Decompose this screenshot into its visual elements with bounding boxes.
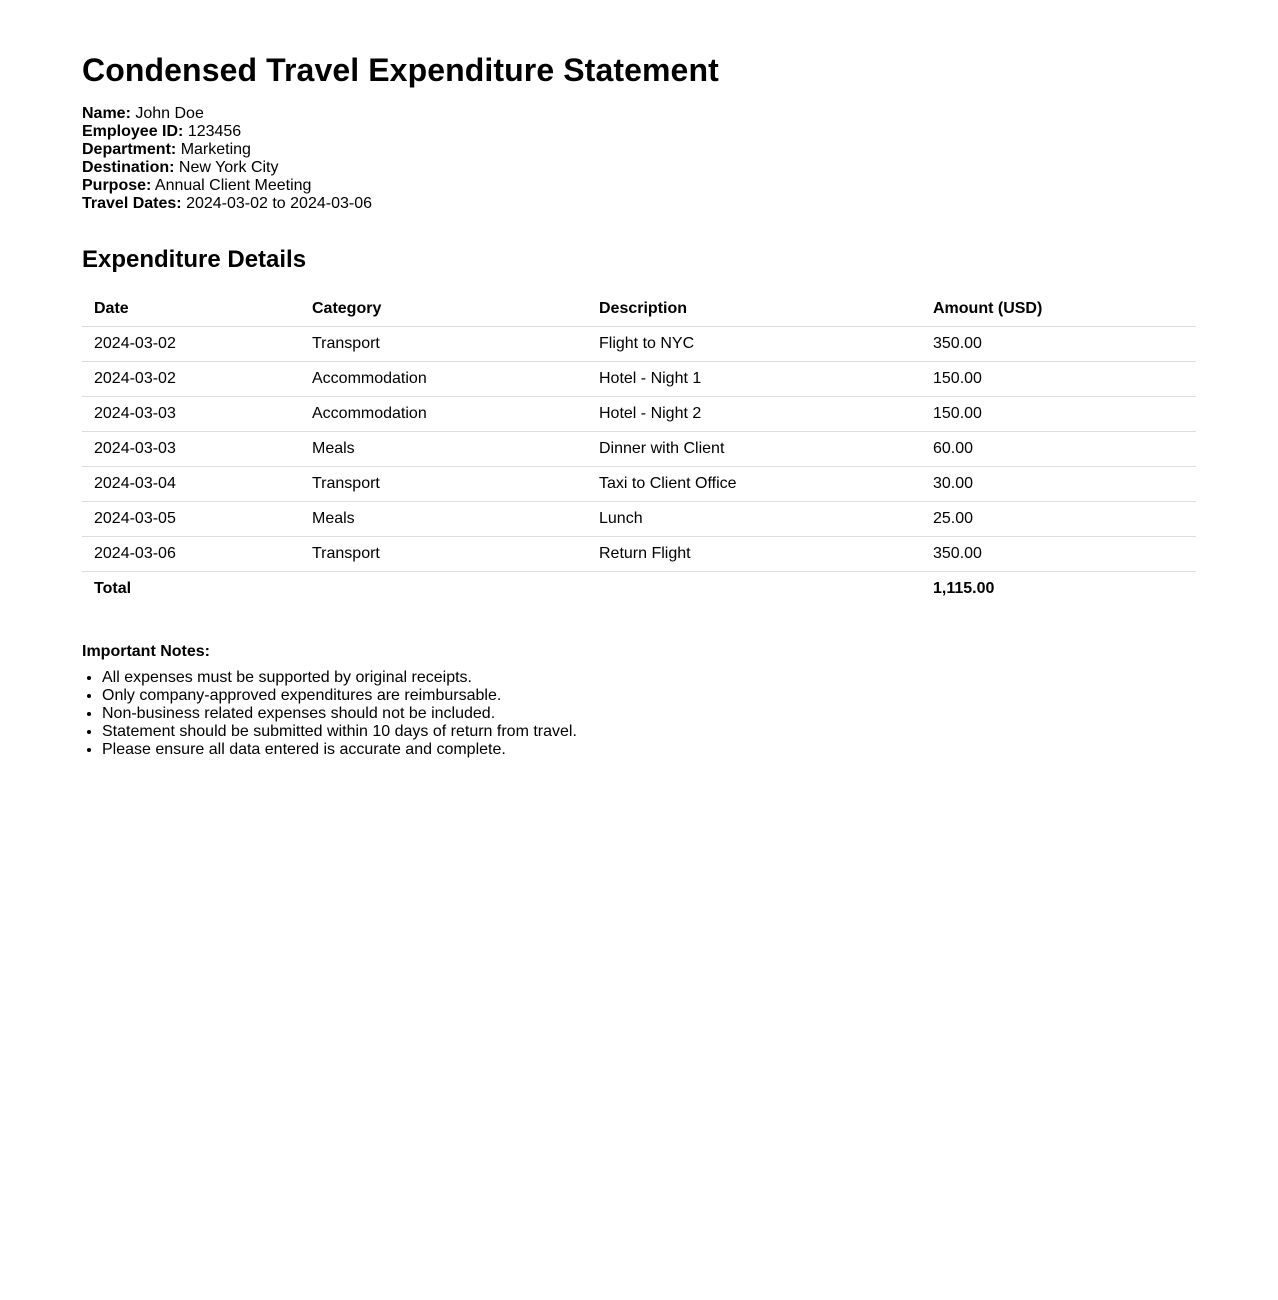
info-value: Annual Client Meeting — [154, 177, 312, 194]
cell-category: Transport — [300, 537, 587, 572]
cell-date: 2024-03-03 — [82, 432, 300, 467]
cell-date: 2024-03-04 — [82, 467, 300, 502]
table-row — [82, 502, 1196, 537]
cell-amount: 150.00 — [921, 397, 1196, 432]
info-label: Purpose: — [82, 177, 152, 194]
page-title: Condensed Travel Expenditure Statement — [82, 52, 719, 88]
info-value: 123456 — [187, 123, 242, 140]
cell-description: Return Flight — [587, 537, 921, 572]
info-label: Name: — [82, 105, 131, 122]
cell-date: 2024-03-05 — [82, 502, 300, 537]
notes-title: Important Notes: — [82, 643, 210, 660]
info-row-purpose — [82, 177, 1196, 195]
list-item: • Please ensure all data entered is accurate and complete. — [102, 741, 1196, 759]
table-row — [82, 327, 1196, 362]
cell-amount: 350.00 — [921, 327, 1196, 362]
cell-category: Accommodation — [300, 362, 587, 397]
cell-category: Transport — [300, 467, 587, 502]
info-row-department — [82, 141, 1196, 159]
column-header-category: Category — [300, 292, 587, 327]
info-label: Travel Dates: — [82, 195, 182, 212]
total-value: 1,115.00 — [933, 580, 995, 597]
table-row — [82, 397, 1196, 432]
list-item: • Non-business related expenses should not be included. — [102, 705, 1196, 723]
cell-date: 2024-03-02 — [82, 327, 300, 362]
cell-date: 2024-03-02 — [82, 362, 300, 397]
cell-category: Transport — [300, 327, 587, 362]
table-row — [82, 432, 1196, 467]
info-row-employee-id — [82, 123, 1196, 141]
cell-description: Hotel - Night 2 — [587, 397, 921, 432]
total-label: Total — [94, 580, 132, 597]
expenditure-table — [82, 292, 1196, 606]
info-label: Employee ID: — [82, 123, 184, 140]
cell-category: Accommodation — [300, 397, 587, 432]
cell-description: Taxi to Client Office — [587, 467, 921, 502]
info-label: Destination: — [82, 159, 175, 176]
cell-amount: 60.00 — [921, 432, 1196, 467]
cell-category: Meals — [300, 432, 587, 467]
total-row — [82, 572, 1196, 607]
info-row-destination — [82, 159, 1196, 177]
empty-cell — [300, 572, 587, 607]
cell-description: Dinner with Client — [587, 432, 921, 467]
table-row — [82, 467, 1196, 502]
info-row-travel-dates — [82, 195, 1196, 213]
cell-amount: 25.00 — [921, 502, 1196, 537]
list-item: • Only company-approved expenditures are reimbursable. — [102, 687, 1196, 705]
cell-date: 2024-03-03 — [82, 397, 300, 432]
info-value: 2024-03-02 to 2024-03-06 — [186, 195, 372, 212]
info-value: Marketing — [180, 141, 251, 158]
cell-category: Meals — [300, 502, 587, 537]
cell-date: 2024-03-06 — [82, 537, 300, 572]
table-row — [82, 362, 1196, 397]
cell-description: Lunch — [587, 502, 921, 537]
list-item: • All expenses must be supported by original receipts. — [102, 669, 1196, 687]
cell-description: Hotel - Night 1 — [587, 362, 921, 397]
list-item: • Statement should be submitted within 10 days of return from travel. — [102, 723, 1196, 741]
cell-description: Flight to NYC — [587, 327, 921, 362]
statement-page — [82, 48, 1196, 759]
table-row — [82, 537, 1196, 572]
info-value: New York City — [178, 159, 279, 176]
info-row-name — [82, 105, 1196, 123]
employee-info — [82, 105, 1196, 213]
cell-amount: 30.00 — [921, 467, 1196, 502]
important-notes — [82, 643, 1196, 759]
cell-amount: 150.00 — [921, 362, 1196, 397]
notes-list — [82, 669, 1196, 759]
cell-amount: 350.00 — [921, 537, 1196, 572]
column-header-date: Date — [82, 292, 300, 327]
info-value: John Doe — [135, 105, 204, 122]
column-header-amount: Amount (USD) — [921, 292, 1196, 327]
empty-cell — [587, 572, 921, 607]
column-header-description: Description — [587, 292, 921, 327]
expenditure-heading: Expenditure Details — [82, 246, 307, 273]
table-header-row — [82, 292, 1196, 327]
info-label: Department: — [82, 141, 177, 158]
